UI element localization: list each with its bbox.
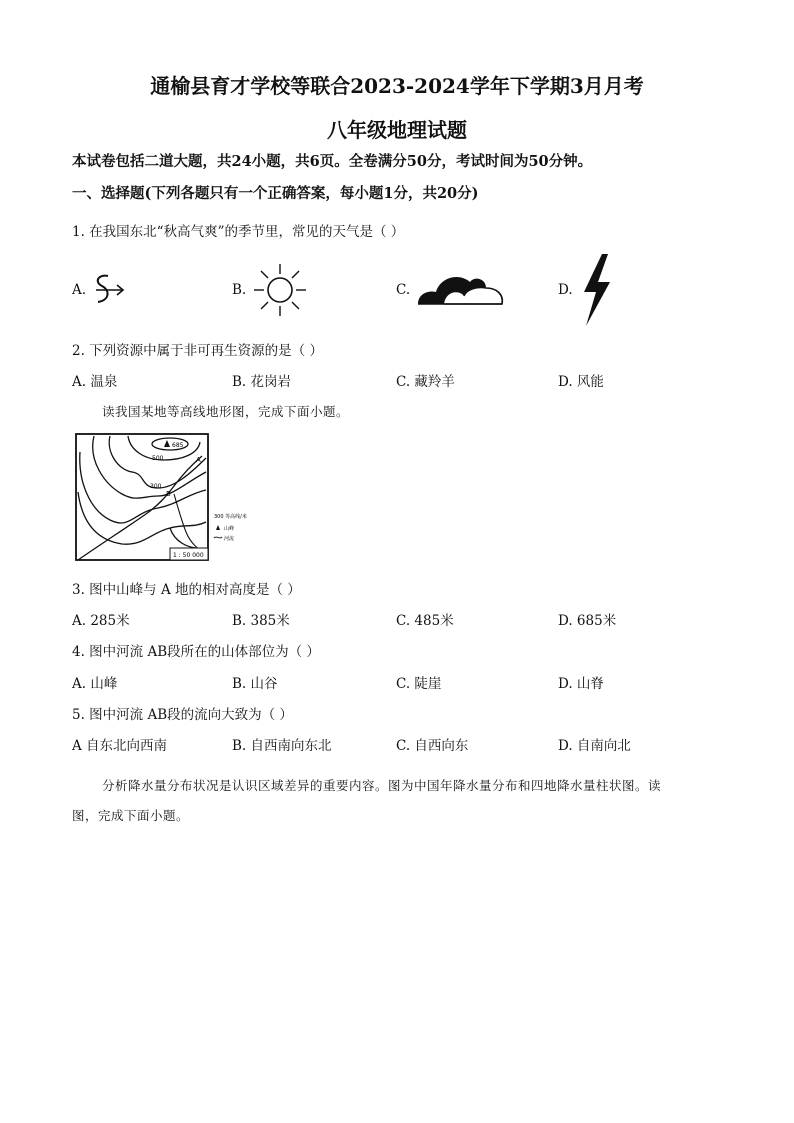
q5-option-b: B. 自西南向东北	[232, 738, 332, 754]
q5-option-c: C. 自西向东	[396, 738, 469, 754]
q1-option-d-label: D.	[558, 282, 573, 298]
contour-map	[74, 432, 284, 562]
q3-option-c: C. 485米	[396, 613, 454, 629]
q5-option-d: D. 自南向北	[558, 738, 631, 754]
question-1: 1. 在我国东北“秋高气爽”的季节里，常见的天气是（ ）	[72, 224, 405, 240]
legend-contour: 300 等高线/米	[214, 514, 247, 520]
point-b-label: B	[166, 490, 171, 498]
lightning-icon	[580, 252, 614, 328]
legend-river: 河流	[224, 536, 235, 542]
legend-peak: 山峰	[224, 526, 235, 532]
exam-subtitle: 八年级地理试题	[327, 118, 467, 142]
q2-option-b: B. 花岗岩	[232, 374, 292, 390]
contour-label-300: 300	[150, 483, 162, 490]
section-heading: 一、选择题(下列各题只有一个正确答案，每小题1分，共20分)	[72, 185, 479, 202]
question-2: 2. 下列资源中属于非可再生资源的是（ ）	[72, 343, 323, 359]
q3-option-d: D. 685米	[558, 613, 617, 629]
wind-icon	[88, 272, 128, 308]
q2-option-a: A. 温泉	[72, 374, 118, 390]
exam-instructions: 本试卷包括二道大题，共24小题，共6页。全卷满分50分，考试时间为50分钟。	[72, 153, 593, 170]
q5-option-a: A 自东北向西南	[72, 738, 168, 754]
exam-title: 通榆县育才学校等联合2023-2024学年下学期3月月考	[150, 74, 644, 98]
point-a-label: A	[196, 456, 201, 464]
question-3: 3. 图中山峰与 A 地的相对高度是（ ）	[72, 582, 301, 598]
precip-intro-line1: 分析降水量分布状况是认识区域差异的重要内容。图为中国年降水量分布和四地降水量柱状图。读	[102, 778, 662, 793]
q1-option-c-label: C.	[396, 282, 411, 298]
q4-option-c: C. 陡崖	[396, 676, 442, 692]
map-intro: 读我国某地等高线地形图，完成下面小题。	[102, 404, 350, 419]
q2-option-c: C. 藏羚羊	[396, 374, 455, 390]
legend-river-icon	[214, 537, 222, 538]
question-4: 4. 图中河流 AB段所在的山体部位为（ ）	[72, 644, 320, 660]
contour-label-500: 500	[152, 455, 164, 462]
sun-icon	[252, 262, 308, 318]
cloud-icon	[414, 268, 506, 308]
q1-option-a-label: A.	[72, 282, 87, 298]
q4-option-b: B. 山谷	[232, 676, 278, 692]
q1-option-b-label: B.	[232, 282, 247, 298]
legend-peak-icon	[216, 525, 220, 530]
q3-option-a: A. 285米	[72, 613, 130, 629]
q4-option-a: A. 山峰	[72, 676, 118, 692]
q3-option-b: B. 385米	[232, 613, 290, 629]
question-5: 5. 图中河流 AB段的流向大致为（ ）	[72, 707, 293, 723]
map-scale: 1 : 50 000	[173, 552, 204, 559]
q4-option-d: D. 山脊	[558, 676, 604, 692]
precip-intro-line2: 图，完成下面小题。	[72, 808, 190, 823]
peak-label: 685	[172, 442, 184, 449]
q2-option-d: D. 风能	[558, 374, 604, 390]
